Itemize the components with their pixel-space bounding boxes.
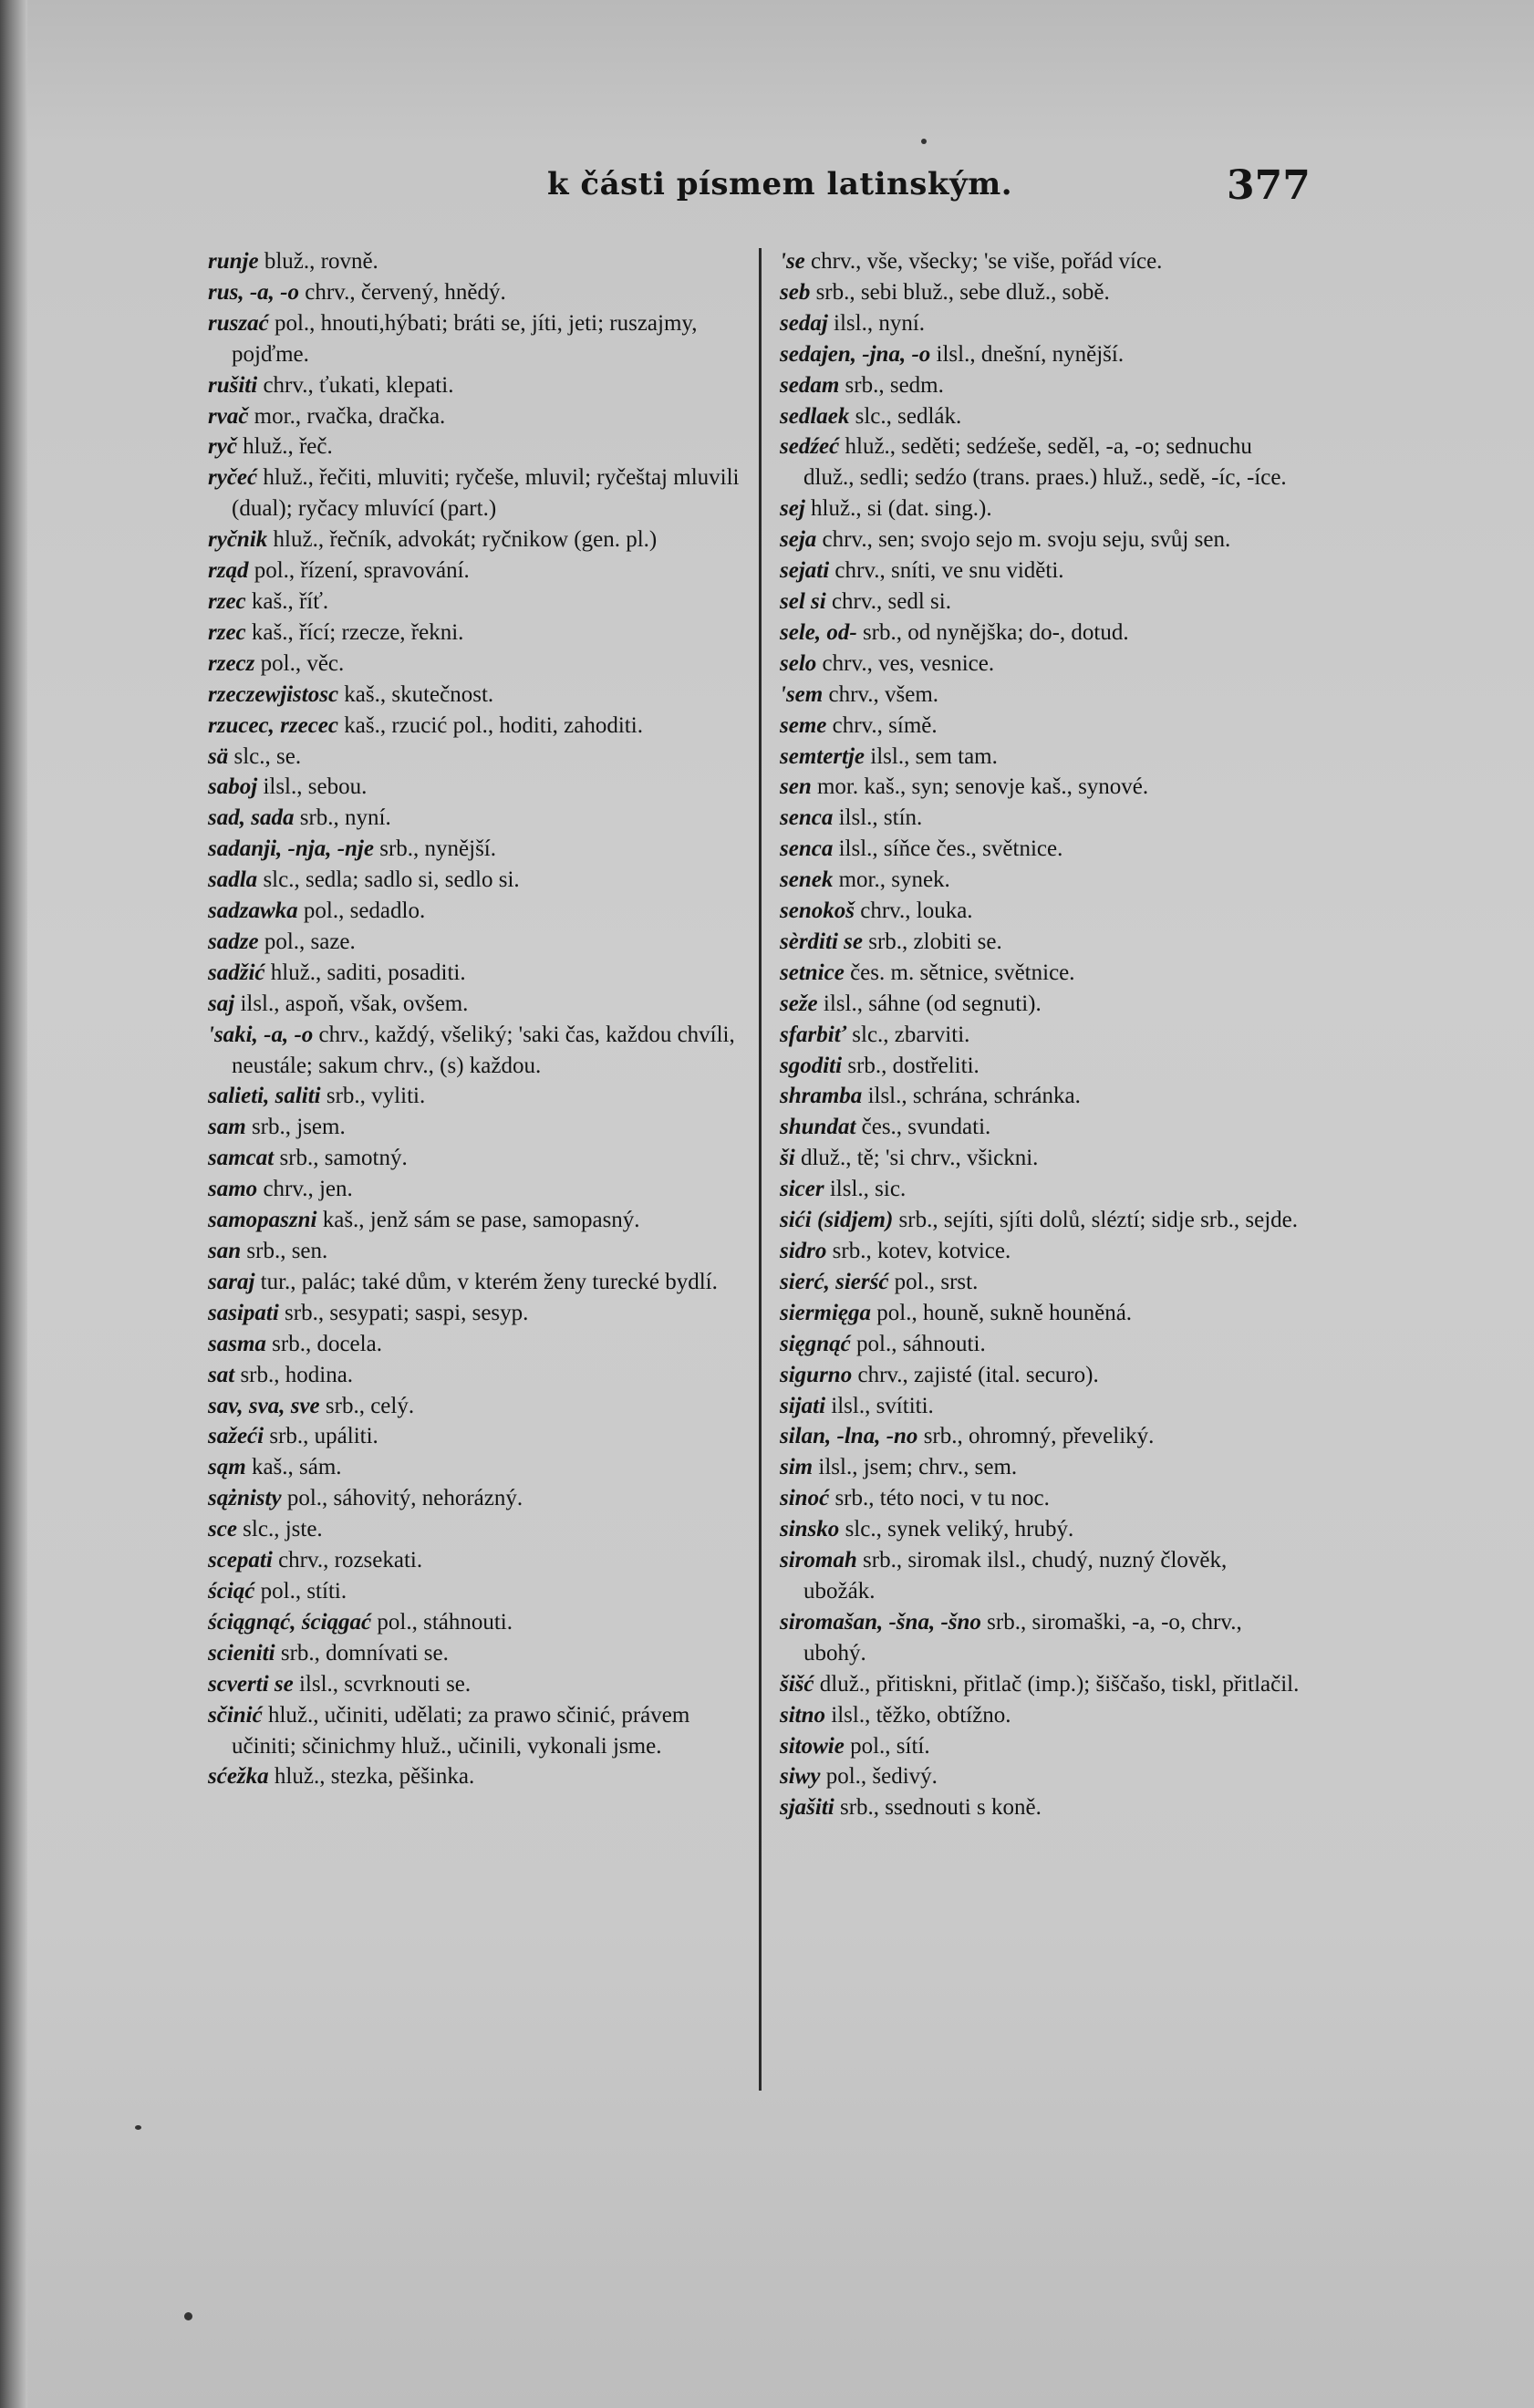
entry-definition: ilsl., scvrknouti se.	[293, 1671, 472, 1697]
entry-definition: pol., řízení, spravování.	[248, 558, 470, 584]
dictionary-entry	[780, 1081, 1300, 1112]
print-speck	[135, 2125, 141, 2130]
entry-headword: siromašan, -šna, -šno	[780, 1609, 981, 1635]
dictionary-entry	[780, 803, 1300, 834]
dictionary-entry	[780, 865, 1300, 896]
dictionary-entry	[208, 896, 746, 927]
entry-definition: chrv., sníti, ve snu viděti.	[829, 558, 1064, 584]
dictionary-entry	[208, 1483, 746, 1514]
entry-definition: srb., samotný.	[274, 1146, 408, 1171]
entry-headword: sad, sada	[208, 805, 295, 831]
entry-headword: sići (sidjem)	[780, 1208, 894, 1233]
dictionary-entry	[208, 586, 746, 618]
dictionary-entry	[780, 1792, 1300, 1823]
entry-definition: srb., celý.	[319, 1393, 415, 1418]
print-speck	[184, 2312, 192, 2320]
entry-headword: samopaszni	[208, 1208, 317, 1233]
dictionary-entry	[208, 401, 746, 432]
dictionary-entry	[780, 958, 1300, 989]
entry-headword: rzec	[208, 619, 246, 645]
entry-headword: semtertje	[780, 743, 865, 769]
dictionary-entry	[208, 1174, 746, 1205]
entry-headword: ryč	[208, 434, 237, 460]
entry-headword: ryčeć	[208, 465, 258, 491]
dictionary-entry	[780, 1360, 1300, 1391]
entry-definition: hluž., řeč.	[236, 434, 333, 460]
entry-headword: sążnisty	[208, 1486, 282, 1511]
entry-headword: siromah	[780, 1548, 857, 1573]
entry-definition: srb., hodina.	[234, 1362, 354, 1387]
entry-headword: saboj	[208, 774, 258, 800]
entry-headword: sav, sva, sve	[208, 1393, 320, 1418]
entry-definition: slc., sedlák.	[849, 403, 962, 429]
left-column	[208, 246, 746, 1792]
entry-headword: sierć, sierść	[780, 1269, 889, 1294]
entry-headword: ši	[780, 1146, 795, 1171]
entry-headword: rząd	[208, 558, 249, 584]
entry-headword: seja	[780, 527, 817, 553]
entry-definition: pol., srst.	[888, 1269, 979, 1294]
entry-definition: ilsl., sem tam.	[865, 743, 998, 769]
binding-shadow	[0, 0, 27, 2408]
print-speck	[921, 139, 927, 144]
entry-definition: chrv., zajisté (ital. securo).	[852, 1362, 1099, 1387]
dictionary-entry	[208, 1761, 746, 1792]
entry-definition: pol., sedadlo.	[297, 898, 426, 924]
dictionary-entry	[208, 1421, 746, 1452]
entry-headword: senokoš	[780, 898, 855, 924]
entry-headword: scepati	[208, 1548, 273, 1573]
dictionary-entry	[208, 618, 746, 649]
entry-headword: selo	[780, 650, 817, 676]
entry-headword: sigurno	[780, 1362, 853, 1387]
entry-definition: chrv., vše, všecky; 'se više, pořád více.	[804, 249, 1163, 274]
entry-headword: ruszać	[208, 310, 269, 336]
entry-headword: senca	[780, 805, 834, 831]
dictionary-entry	[780, 989, 1300, 1020]
entry-definition: pol., stáhnouti.	[371, 1609, 513, 1635]
entry-definition: srb., docela.	[265, 1331, 382, 1356]
dictionary-entry	[780, 1607, 1300, 1669]
entry-definition: srb., dostřeliti.	[842, 1053, 979, 1078]
dictionary-entry	[208, 742, 746, 773]
entry-definition: srb., domnívati se.	[275, 1640, 449, 1666]
dictionary-entry	[208, 772, 746, 803]
entry-definition: hluž., seděti; sedźeše, seděl, -a, -o; sednuchu dluž., sedli; sedźo (trans. praes.) hluž., sedě, -íc, -íce.	[803, 434, 1287, 491]
dictionary-entry	[780, 1205, 1300, 1236]
dictionary-entry	[208, 834, 746, 865]
entry-definition: ilsl., stín.	[833, 805, 923, 831]
entry-headword: sicer	[780, 1177, 824, 1202]
entry-headword: sćežka	[208, 1764, 269, 1790]
entry-headword: runje	[208, 249, 259, 274]
entry-headword: sen	[780, 774, 812, 800]
dictionary-entry	[780, 1731, 1300, 1762]
dictionary-entry	[208, 308, 746, 370]
entry-definition: ilsl., nyní.	[827, 310, 926, 336]
dictionary-entry	[780, 618, 1300, 649]
dictionary-entry	[208, 1020, 746, 1082]
column-divider	[759, 248, 762, 2091]
entry-headword: san	[208, 1239, 242, 1263]
entry-definition: mor., synek.	[833, 867, 950, 893]
dictionary-entry	[780, 1391, 1300, 1422]
entry-headword: seb	[780, 279, 811, 305]
entry-definition: kaš., řící; rzecze, řekni.	[245, 619, 464, 645]
entry-headword: samo	[208, 1177, 258, 1202]
entry-definition: chrv., jen.	[257, 1177, 353, 1202]
dictionary-entry	[780, 927, 1300, 958]
entry-definition: kaš., rzucić pol., hoditi, zahoditi.	[338, 712, 643, 738]
entry-definition: ilsl., dnešní, nynější.	[930, 341, 1125, 367]
dictionary-entry	[780, 246, 1300, 277]
entry-definition: dluž., tě; 'si chrv., všickni.	[794, 1146, 1039, 1171]
entry-definition: srb., od nynějška; do-, dotud.	[856, 619, 1129, 645]
entry-headword: setnice	[780, 960, 845, 985]
entry-definition: ilsl., sebou.	[257, 774, 368, 800]
dictionary-entry	[780, 896, 1300, 927]
dictionary-entry	[780, 1483, 1300, 1514]
entry-definition: tur., palác; také dům, v kterém ženy turecké bydlí.	[254, 1269, 718, 1294]
dictionary-entry	[208, 1205, 746, 1236]
entry-headword: sadze	[208, 929, 259, 954]
dictionary-entry	[208, 1700, 746, 1762]
entry-definition: chrv., rozsekati.	[272, 1548, 423, 1573]
entry-headword: sadžić	[208, 960, 265, 985]
entry-definition: srb., kotev, kotvice.	[826, 1239, 1011, 1263]
dictionary-entry	[780, 1514, 1300, 1545]
entry-headword: sce	[208, 1517, 237, 1542]
entry-headword: rušiti	[208, 372, 258, 398]
entry-headword: senek	[780, 867, 834, 893]
entry-definition: ilsl., aspoň, však, ovšem.	[234, 991, 469, 1016]
entry-definition: srb., upáliti.	[264, 1424, 378, 1449]
dictionary-entry	[780, 1329, 1300, 1360]
entry-definition: slc., zbarviti.	[846, 1022, 970, 1047]
page-number: 377	[1227, 162, 1311, 209]
entry-headword: sadla	[208, 867, 258, 893]
dictionary-entry	[208, 1143, 746, 1174]
entry-definition: pol., saze.	[258, 929, 356, 954]
entry-definition: chrv., símě.	[826, 712, 938, 738]
dictionary-entry	[208, 277, 746, 308]
entry-headword: silan, -lna, -no	[780, 1424, 918, 1449]
entry-definition: srb., ohromný, převeliký.	[917, 1424, 1155, 1449]
dictionary-entry	[208, 370, 746, 401]
dictionary-entry	[780, 742, 1300, 773]
dictionary-entry	[208, 524, 746, 555]
entry-definition: chrv., ves, vesnice.	[816, 650, 995, 676]
entry-definition: srb., sedm.	[839, 372, 944, 398]
entry-definition: ilsl., jsem; chrv., sem.	[813, 1455, 1018, 1480]
page-header	[0, 164, 1534, 219]
entry-definition: slc., synek veliký, hrubý.	[839, 1517, 1074, 1542]
entry-headword: 'sem	[780, 681, 824, 707]
entry-headword: sel si	[780, 588, 826, 614]
entry-definition: ilsl., sic.	[824, 1177, 907, 1202]
entry-headword: senca	[780, 836, 834, 862]
entry-headword: sèrditi se	[780, 929, 863, 954]
dictionary-entry	[780, 339, 1300, 370]
entry-headword: sięgnąć	[780, 1331, 851, 1356]
dictionary-entry	[208, 927, 746, 958]
entry-headword: sažeći	[208, 1424, 264, 1449]
entry-definition: chrv., každý, všeliký; 'saki čas, každou chvíli, neustále; sakum chrv., (s) každou.	[232, 1022, 735, 1078]
dictionary-entry	[780, 1452, 1300, 1483]
entry-definition: pol., věc.	[254, 650, 345, 676]
entry-headword: ryčnik	[208, 527, 268, 553]
dictionary-entry	[208, 958, 746, 989]
dictionary-entry	[208, 1081, 746, 1112]
entry-definition: ilsl., síňce čes., světnice.	[833, 836, 1063, 862]
entry-headword: 'se	[780, 249, 805, 274]
dictionary-entry	[208, 1669, 746, 1700]
entry-headword: samcat	[208, 1146, 275, 1171]
entry-definition: chrv., červený, hnědý.	[299, 279, 506, 305]
entry-definition: srb., sesypati; saspi, sesyp.	[278, 1300, 529, 1325]
entry-headword: sele, od-	[780, 619, 857, 645]
entry-definition: srb., sen.	[241, 1239, 328, 1263]
dictionary-entry	[780, 431, 1300, 493]
dictionary-entry	[208, 1236, 746, 1267]
dictionary-entry	[780, 1143, 1300, 1174]
entry-definition: srb., této noci, v tu noc.	[829, 1486, 1050, 1511]
entry-headword: sedam	[780, 372, 840, 398]
entry-headword: sim	[780, 1455, 814, 1480]
entry-definition: srb., nyní.	[294, 805, 391, 831]
entry-headword: sä	[208, 743, 229, 769]
entry-headword: shramba	[780, 1084, 863, 1109]
dictionary-entry	[208, 431, 746, 462]
dictionary-entry	[780, 370, 1300, 401]
entry-headword: sejati	[780, 558, 830, 584]
dictionary-entry	[780, 493, 1300, 524]
entry-definition: hluž., stezka, pěšinka.	[268, 1764, 475, 1790]
entry-headword: 'saki, -a, -o	[208, 1022, 314, 1047]
entry-headword: scieniti	[208, 1640, 275, 1666]
entry-definition: slc., se.	[228, 743, 302, 769]
entry-headword: sat	[208, 1362, 235, 1387]
dictionary-entry	[780, 1051, 1300, 1082]
entry-definition: srb., sejíti, sjíti dolů, sléztí; sidje srb., sejde.	[893, 1208, 1298, 1233]
dictionary-entry	[780, 524, 1300, 555]
entry-headword: šišć	[780, 1671, 814, 1697]
entry-definition: ilsl., schrána, schránka.	[862, 1084, 1081, 1109]
entry-headword: sadanji, -nja, -nje	[208, 836, 374, 862]
dictionary-entry	[208, 865, 746, 896]
dictionary-entry	[208, 1391, 746, 1422]
dictionary-entry	[208, 680, 746, 711]
dictionary-entry	[780, 308, 1300, 339]
entry-definition: pol., hnouti,hýbati; bráti se, jíti, jeti; ruszajmy, pojďme.	[232, 310, 698, 367]
dictionary-entry	[780, 1020, 1300, 1051]
entry-headword: sijati	[780, 1393, 826, 1418]
entry-headword: rvač	[208, 403, 249, 429]
dictionary-entry	[780, 711, 1300, 742]
entry-headword: sidro	[780, 1239, 827, 1263]
entry-headword: sjašiti	[780, 1795, 834, 1821]
entry-headword: rzecz	[208, 650, 255, 676]
entry-headword: sąm	[208, 1455, 246, 1480]
entry-headword: sgoditi	[780, 1053, 843, 1078]
entry-headword: rus, -a, -o	[208, 279, 300, 305]
entry-definition: chrv., všem.	[823, 681, 939, 707]
dictionary-entry	[208, 711, 746, 742]
dictionary-entry	[208, 1638, 746, 1669]
dictionary-entry	[780, 834, 1300, 865]
entry-definition: srb., zlobiti se.	[862, 929, 1002, 954]
entry-headword: sitowie	[780, 1733, 845, 1759]
dictionary-entry	[780, 1761, 1300, 1792]
entry-headword: sedaj	[780, 310, 828, 336]
entry-definition: hluž., si (dat. sing.).	[804, 496, 992, 522]
entry-definition: srb., jsem.	[245, 1115, 346, 1140]
entry-definition: kaš., říť.	[245, 588, 329, 614]
entry-definition: mor., rvačka, dračka.	[248, 403, 446, 429]
dictionary-entry	[780, 772, 1300, 803]
dictionary-entry	[208, 1267, 746, 1298]
entry-definition: pol., šedivý.	[820, 1764, 938, 1790]
entry-headword: sinsko	[780, 1517, 840, 1542]
dictionary-entry	[208, 1329, 746, 1360]
entry-headword: sedlaek	[780, 403, 850, 429]
entry-headword: sitno	[780, 1702, 826, 1728]
entry-headword: rzucec, rzecec	[208, 712, 338, 738]
dictionary-entry	[780, 1669, 1300, 1700]
entry-headword: scverti se	[208, 1671, 294, 1697]
dictionary-entry	[208, 649, 746, 680]
dictionary-entry	[780, 1421, 1300, 1452]
entry-headword: saj	[208, 991, 235, 1016]
entry-headword: siermięga	[780, 1300, 871, 1325]
entry-definition: chrv., sedl si.	[825, 588, 951, 614]
entry-definition: hluž., učiniti, udělati; za prawo sčinić, právem učiniti; sčinichmy hluž., učinili, vykonali jsme.	[232, 1702, 690, 1759]
entry-headword: sasma	[208, 1331, 266, 1356]
dictionary-entry	[780, 1112, 1300, 1143]
entry-definition: chrv., sen; svojo sejo m. svoju seju, svůj sen.	[816, 527, 1231, 553]
entry-headword: sinoć	[780, 1486, 830, 1511]
entry-definition: pol., houně, sukně houněná.	[871, 1300, 1133, 1325]
entry-definition: chrv., louka.	[854, 898, 973, 924]
entry-definition: srb., vyliti.	[320, 1084, 426, 1109]
entry-definition: srb., siromaški, -a, -o, chrv., ubohý.	[803, 1609, 1242, 1666]
entry-definition: ilsl., sáhne (od segnuti).	[817, 991, 1042, 1016]
dictionary-entry	[780, 277, 1300, 308]
entry-definition: hluž., řečiti, mluviti; ryčeše, mluvil; ryčeštaj mluvili (dual); ryčacy mluvící (part.)	[232, 465, 740, 522]
right-column	[780, 246, 1300, 1823]
dictionary-entry	[780, 1298, 1300, 1329]
entry-headword: saraj	[208, 1269, 255, 1294]
entry-definition: hluž., řečník, advokát; ryčnikow (gen. pl.)	[267, 527, 658, 553]
dictionary-entry	[208, 462, 746, 524]
dictionary-entry	[208, 1360, 746, 1391]
dictionary-entry	[208, 555, 746, 586]
dictionary-entry	[780, 1174, 1300, 1205]
entry-definition: čes. m. sětnice, světnice.	[844, 960, 1075, 985]
dictionary-entry	[780, 1545, 1300, 1607]
dictionary-entry	[780, 1236, 1300, 1267]
entry-definition: pol., stíti.	[254, 1578, 347, 1604]
entry-headword: siwy	[780, 1764, 821, 1790]
dictionary-entry	[208, 1452, 746, 1483]
entry-definition: čes., svundati.	[855, 1115, 991, 1140]
entry-definition: ilsl., těžko, obtížno.	[825, 1702, 1011, 1728]
entry-definition: pol., sáhovitý, nehorázný.	[281, 1486, 523, 1511]
dictionary-entry	[780, 1267, 1300, 1298]
entry-definition: ilsl., svítiti.	[825, 1393, 934, 1418]
dictionary-entry	[208, 1112, 746, 1143]
entry-definition: slc., sedla; sadlo si, sedlo si.	[257, 867, 520, 893]
entry-definition: pol., sítí.	[844, 1733, 930, 1759]
dictionary-entry	[208, 1298, 746, 1329]
dictionary-entry	[780, 680, 1300, 711]
entry-definition: srb., ssednouti s koně.	[834, 1795, 1042, 1821]
dictionary-entry	[208, 1545, 746, 1576]
dictionary-entry	[208, 1576, 746, 1607]
entry-definition: srb., siromak ilsl., chudý, nuzný člověk, ubožák.	[803, 1548, 1228, 1604]
entry-definition: kaš., sám.	[245, 1455, 342, 1480]
entry-definition: mor. kaš., syn; senovje kaš., synové.	[811, 774, 1149, 800]
dictionary-entry	[208, 803, 746, 834]
entry-headword: rzeczewjistosc	[208, 681, 339, 707]
dictionary-entry	[208, 989, 746, 1020]
entry-definition: kaš., jenž sám se pase, samopasný.	[316, 1208, 640, 1233]
dictionary-entry	[780, 649, 1300, 680]
entry-headword: sasipati	[208, 1300, 279, 1325]
entry-headword: ściąć	[208, 1578, 255, 1604]
entry-definition: chrv., ťukati, klepati.	[257, 372, 454, 398]
dictionary-entry	[208, 246, 746, 277]
entry-headword: shundat	[780, 1115, 856, 1140]
entry-definition: bluž., rovně.	[258, 249, 378, 274]
entry-definition: hluž., saditi, posaditi.	[264, 960, 466, 985]
entry-definition: srb., nynější.	[373, 836, 497, 862]
dictionary-entry	[780, 555, 1300, 586]
running-title: k části písmem latinským.	[547, 166, 1013, 202]
entry-headword: sam	[208, 1115, 246, 1140]
entry-headword: sfarbiť	[780, 1022, 847, 1047]
dictionary-entry	[780, 586, 1300, 618]
entry-definition: dluž., přitiskni, přitlač (imp.); šiščašo, tiskl, přitlačil.	[814, 1671, 1300, 1697]
entry-headword: seme	[780, 712, 827, 738]
entry-headword: sedajen, -jna, -o	[780, 341, 931, 367]
entry-headword: sej	[780, 496, 805, 522]
entry-definition: slc., jste.	[236, 1517, 323, 1542]
entry-headword: salieti, saliti	[208, 1084, 321, 1109]
dictionary-entry	[780, 401, 1300, 432]
entry-headword: rzec	[208, 588, 246, 614]
dictionary-entry	[208, 1514, 746, 1545]
entry-definition: kaš., skutečnost.	[338, 681, 494, 707]
dictionary-entry	[780, 1700, 1300, 1731]
entry-headword: sedźeć	[780, 434, 840, 460]
entry-headword: ściągnąć, ściągać	[208, 1609, 372, 1635]
entry-headword: sadzawka	[208, 898, 298, 924]
entry-definition: pol., sáhnouti.	[850, 1331, 986, 1356]
entry-headword: sčinić	[208, 1702, 263, 1728]
dictionary-entry	[208, 1607, 746, 1638]
entry-definition: srb., sebi bluž., sebe dluž., sobě.	[810, 279, 1110, 305]
entry-headword: seže	[780, 991, 818, 1016]
